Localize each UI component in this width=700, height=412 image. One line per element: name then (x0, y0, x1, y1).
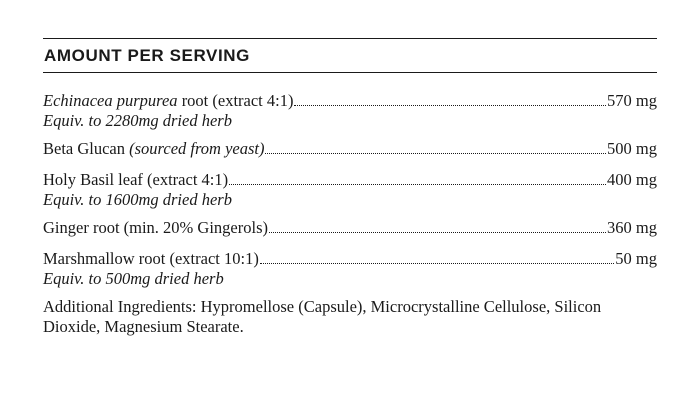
ingredient-equivalent: Equiv. to 2280mg dried herb (43, 111, 232, 130)
ingredient-name: Holy Basil leaf (extract 4:1) (43, 170, 229, 189)
ingredient-name: Ginger root (min. 20% Gingerols) (43, 218, 268, 237)
heading-rule (43, 72, 657, 73)
supplement-facts-panel (43, 38, 657, 337)
ingredient-name-plain: Beta Glucan (43, 139, 130, 158)
ingredient-line (43, 217, 657, 238)
ingredient-list (43, 90, 657, 289)
dot-leader (265, 140, 606, 154)
ingredient-amount: 400 mg (607, 170, 657, 189)
ingredient-amount: 50 mg (615, 249, 657, 268)
additional-ingredients: Additional Ingredients: Hypromellose (Capsule), Microcrystalline Cellulose, Silicon Dioxide, Magnesium Stearate. (43, 297, 602, 336)
ingredient-line (43, 248, 657, 269)
amount-per-serving-heading: AMOUNT PER SERVING (44, 46, 251, 65)
dot-leader (260, 250, 614, 264)
ingredient-name-plain: root (extract 4:1) (177, 91, 294, 110)
ingredient-equivalent: Equiv. to 500mg dried herb (43, 269, 224, 288)
ingredient-row-echinacea (43, 90, 657, 131)
ingredient-line (43, 169, 657, 190)
ingredient-name: Marshmallow root (extract 10:1) (43, 249, 259, 268)
ingredient-row-ginger (43, 217, 657, 238)
ingredient-row-beta-glucan (43, 138, 657, 159)
ingredient-name (43, 138, 264, 159)
dot-leader (229, 171, 606, 185)
ingredient-line (43, 138, 657, 159)
ingredient-row-holy-basil (43, 169, 657, 210)
ingredient-line (43, 90, 657, 111)
ingredient-amount: 570 mg (607, 91, 657, 110)
dot-leader (269, 219, 606, 233)
dot-leader (294, 92, 606, 106)
ingredient-name-italic: (sourced from yeast) (129, 139, 265, 158)
ingredient-equivalent: Equiv. to 1600mg dried herb (43, 190, 232, 209)
ingredient-row-marshmallow (43, 248, 657, 289)
ingredient-amount: 360 mg (607, 218, 657, 237)
ingredient-name-italic: Echinacea purpurea (43, 91, 178, 110)
ingredient-name (43, 90, 293, 111)
ingredient-amount: 500 mg (607, 139, 657, 158)
